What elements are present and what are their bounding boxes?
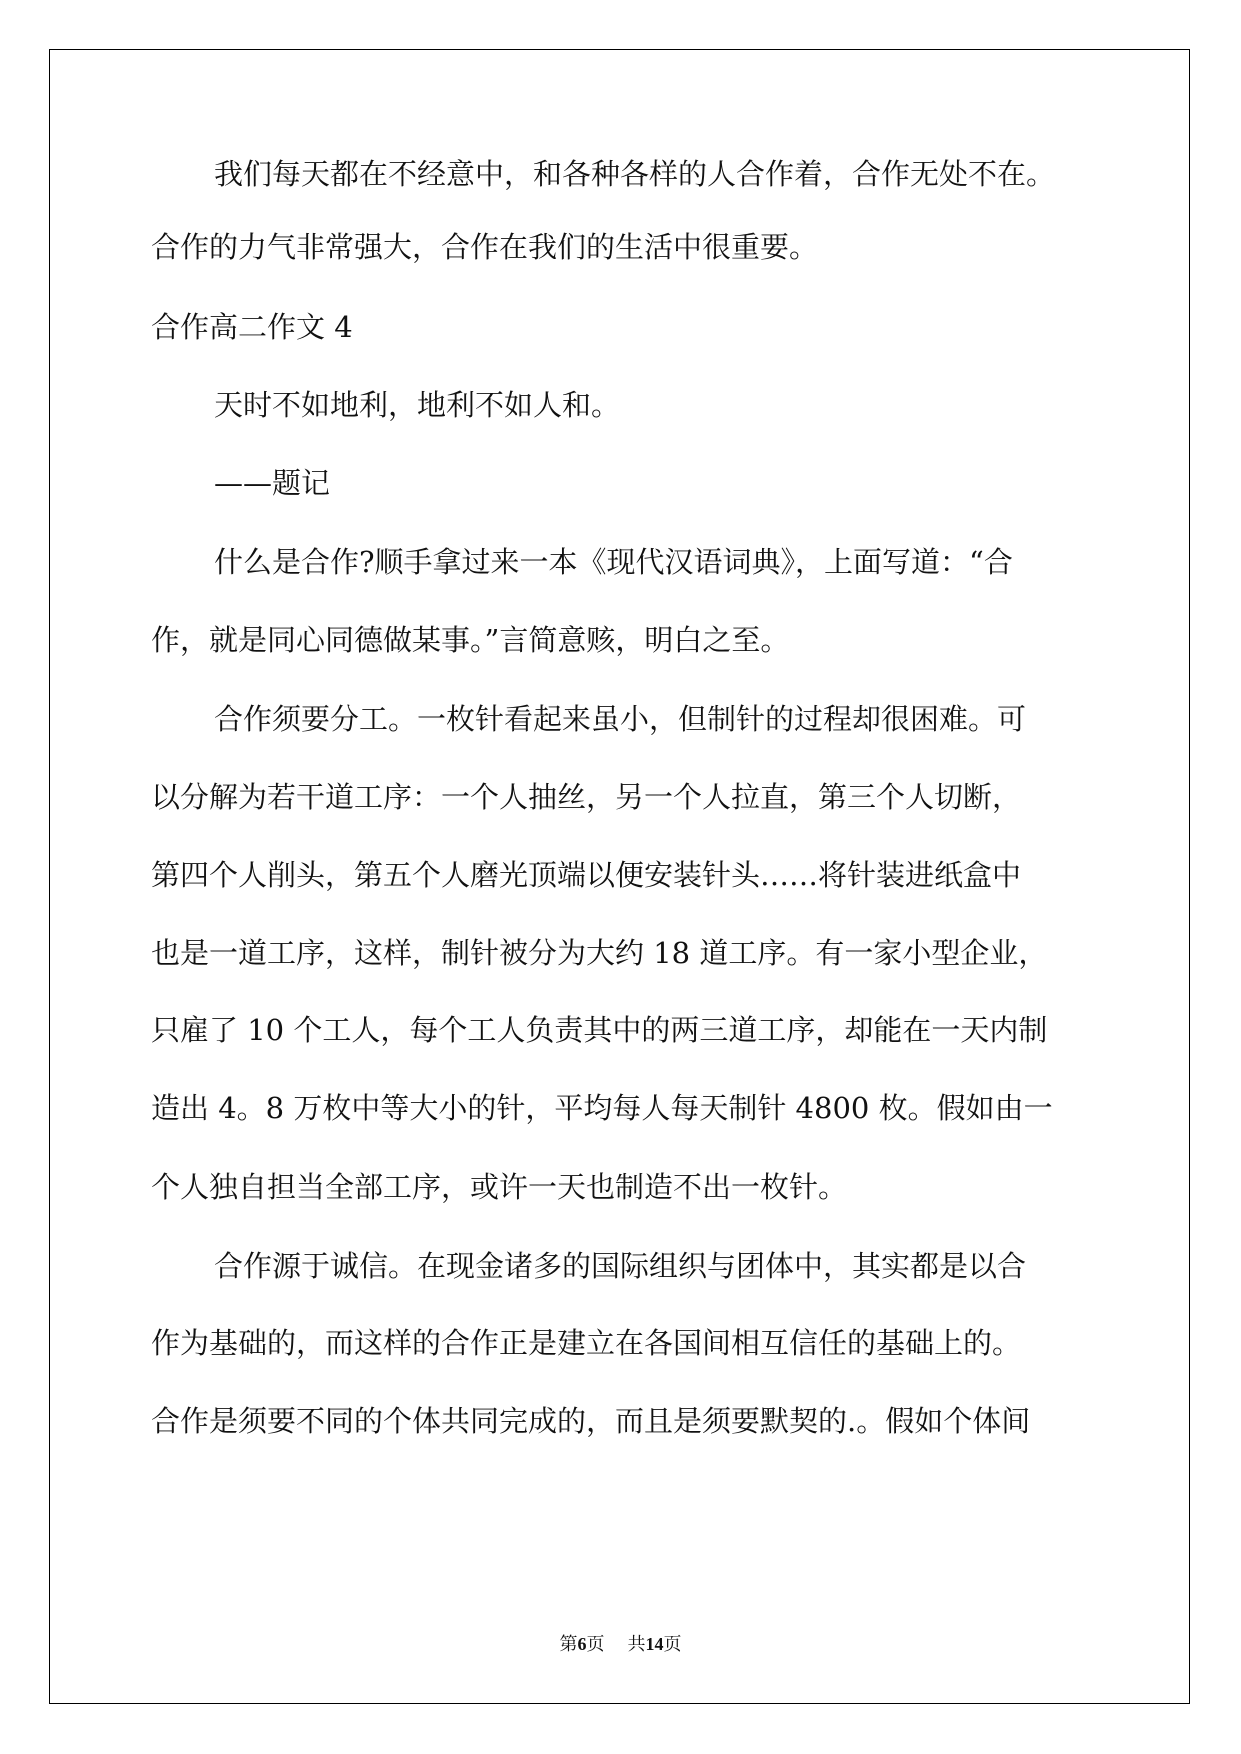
paragraph-line: 合作须要分工。一枚针看起来虽小，但制针的过程却很困难。可 (214, 702, 1027, 736)
paragraph-line: 造出 4。8 万枚中等大小的针，平均每人每天制针 4800 枚。假如由一 (151, 1091, 1053, 1125)
paragraph-line: 以分解为若干道工序：一个人抽丝，另一个人拉直，第三个人切断， (151, 780, 1022, 814)
paragraph-line: 作，就是同心同德做某事。”言简意赅，明白之至。 (151, 623, 790, 657)
paragraph-line: 什么是合作?顺手拿过来一本《现代汉语词典》，上面写道：“合 (214, 545, 1013, 579)
current-page-number: 6 (577, 1634, 587, 1654)
epigraph-line: 天时不如地利，地利不如人和。 (214, 388, 621, 422)
paragraph-line: 合作是须要不同的个体共同完成的，而且是须要默契的.。假如个体间 (151, 1404, 1031, 1438)
paragraph-line: 合作源于诚信。在现金诸多的国际组织与团体中，其实都是以合 (214, 1249, 1027, 1283)
paragraph-line: 第四个人削头，第五个人磨光顶端以便安装针头……将针装进纸盒中 (151, 858, 1022, 892)
paragraph-line: 只雇了 10 个工人，每个工人负责其中的两三道工序，却能在一天内制 (151, 1013, 1048, 1047)
total-page-count: 14 (645, 1634, 664, 1654)
footer-total-prefix: 共 (627, 1634, 646, 1655)
paragraph-line: 个人独自担当全部工序，或许一天也制造不出一枚针。 (151, 1170, 848, 1204)
paragraph-line: 合作的力气非常强大，合作在我们的生活中很重要。 (151, 230, 819, 264)
paragraph-line: 也是一道工序，这样，制针被分为大约 18 道工序。有一家小型企业， (151, 936, 1048, 970)
footer-total-label: 页 (663, 1634, 682, 1655)
paragraph-line: 我们每天都在不经意中，和各种各样的人合作着，合作无处不在。 (214, 157, 1056, 191)
footer-prefix: 第 (559, 1634, 578, 1655)
paragraph-line: 作为基础的，而这样的合作正是建立在各国间相互信任的基础上的。 (151, 1326, 1022, 1360)
footer-page-label: 页 (586, 1634, 605, 1655)
epigraph-attribution: ——题记 (214, 466, 331, 500)
page-footer (0, 1635, 1241, 1654)
section-heading: 合作高二作文 4 (151, 310, 353, 344)
